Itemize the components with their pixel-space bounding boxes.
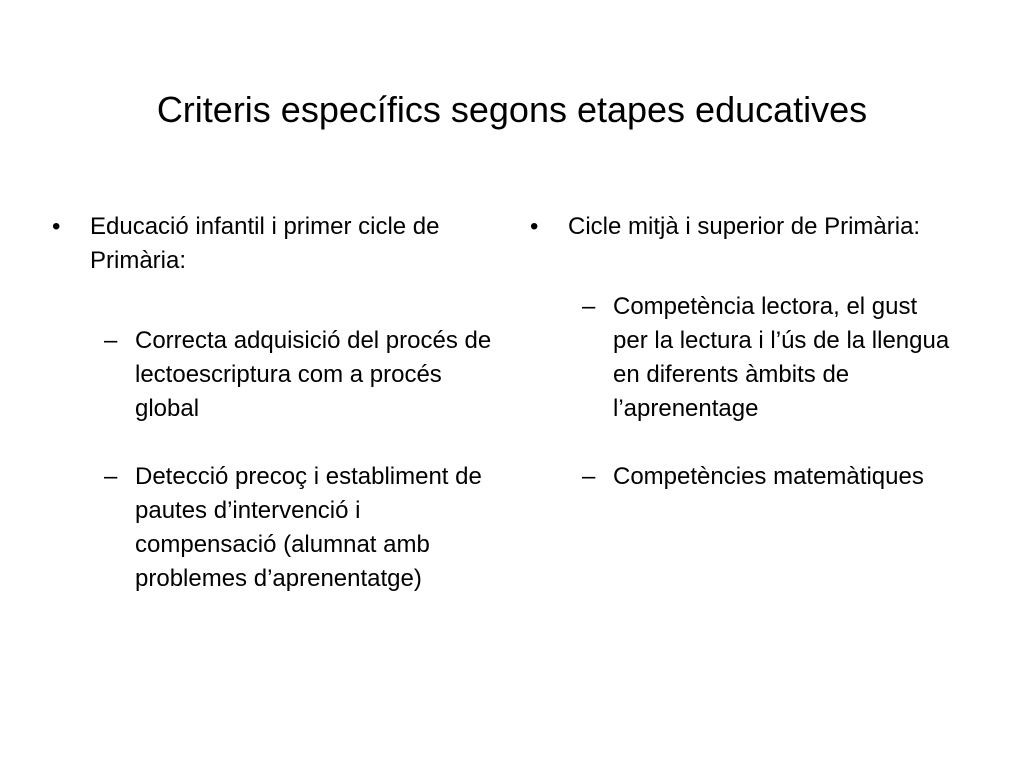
sub-item [52,460,492,596]
sub-item-text: Correcta adquisició del procés de lectoescriptura com a procés global [135,327,492,422]
sub-item [52,324,492,426]
bullet-item [530,210,950,244]
slide-title: Criteris específics segons etapes educatives [156,89,868,130]
dash-icon: – [104,327,118,354]
right-column [530,210,950,528]
dash-icon: – [582,293,596,320]
sub-item-text: Competència lectora, el gust per la lectura i l’ús de la llengua en diferents àmbits de l’aprenentage [613,293,950,422]
sub-item-text: Competències matemàtiques [613,463,924,490]
bullet-text: Educació infantil i primer cicle de Primària: [90,213,440,274]
bullet-icon: • [530,213,539,240]
sub-item-text: Detecció precoç i establiment de pautes d’intervenció i compensació (alumnat amb problemes d’aprenentatge) [135,463,482,592]
sub-item [530,460,950,494]
bullet-item [52,210,492,278]
sub-list [52,324,492,596]
dash-icon: – [104,463,118,490]
bullet-icon: • [52,213,61,240]
sub-list [530,290,950,494]
dash-icon: – [582,463,596,490]
bullet-text: Cicle mitjà i superior de Primària: [568,213,921,240]
left-column [52,210,492,630]
sub-item [530,290,950,426]
